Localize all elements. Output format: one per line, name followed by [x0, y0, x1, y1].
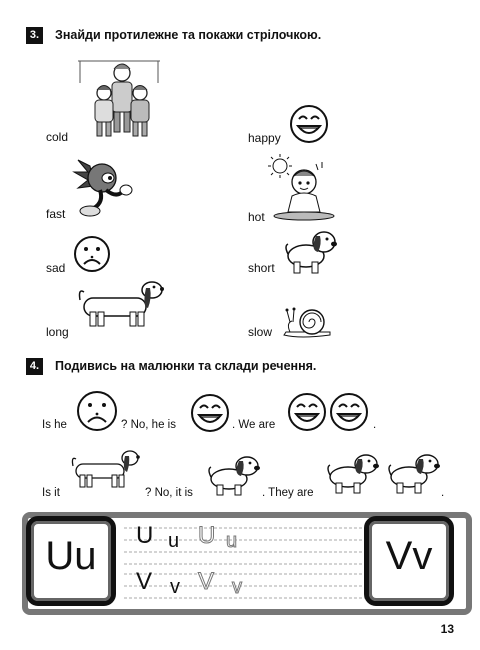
fast-runner-illustration [70, 158, 140, 222]
letter-card-vv [364, 516, 454, 606]
exercise-3-number: 3. [26, 27, 43, 44]
long-dachshund-illustration [76, 278, 168, 336]
cold-children-illustration [76, 55, 168, 143]
letter-v-lower: v [170, 576, 180, 598]
small-dog-icon [385, 451, 443, 495]
small-dog-icon [205, 453, 263, 497]
letter-v-upper-trace: V [198, 568, 215, 595]
hot-child-illustration [266, 154, 336, 222]
letter-u-upper-trace: U [198, 522, 216, 549]
letter-card-uu [26, 516, 116, 606]
happy-face-icon [328, 391, 370, 433]
exercise-4-title: Подивись на малюнки та склади речення. [55, 359, 317, 373]
word-short: short [248, 261, 275, 275]
letter-card-vv-text: Vv [385, 534, 433, 578]
page-number: 13 [440, 622, 454, 636]
happy-face-icon [288, 103, 330, 145]
short-dog-illustration [282, 228, 340, 276]
exercise-3-title: Знайди протилежне та покажи стрілочкою. [55, 28, 322, 42]
word-long: long [46, 325, 69, 339]
letter-u-lower: u [168, 530, 180, 552]
word-cold: cold [46, 130, 69, 144]
sentence-2-part-a: Is it [42, 487, 60, 499]
small-dog-icon [324, 451, 382, 495]
sentence-1-part-a: Is he [42, 419, 67, 431]
letter-card-uu-text: Uu [45, 534, 97, 578]
letter-v-upper: V [136, 568, 153, 595]
sentence-2-part-b: ? No, it is [145, 487, 193, 499]
word-fast: fast [46, 207, 66, 221]
sentence-2-part-c: . They are [262, 487, 314, 499]
sentence-1-part-c: . We are [232, 419, 276, 431]
exercise-4-number: 4. [26, 358, 43, 375]
word-sad: sad [46, 261, 66, 275]
word-slow: slow [248, 325, 273, 339]
happy-face-icon [189, 392, 231, 434]
word-happy: happy [248, 131, 281, 145]
happy-face-icon [286, 391, 328, 433]
letter-v-lower-trace: v [232, 576, 242, 598]
letter-u-upper: U [136, 522, 154, 549]
sad-face-icon [75, 389, 119, 433]
slow-snail-illustration [282, 305, 334, 341]
sentence-1-part-b: ? No, he is [121, 419, 176, 431]
word-hot: hot [248, 210, 265, 224]
dachshund-icon [70, 448, 142, 496]
sentence-1-part-d: . [373, 419, 377, 431]
sentence-2-part-d: . [441, 487, 445, 499]
sad-face-icon [72, 234, 112, 274]
letter-u-lower-trace: u [226, 530, 238, 552]
